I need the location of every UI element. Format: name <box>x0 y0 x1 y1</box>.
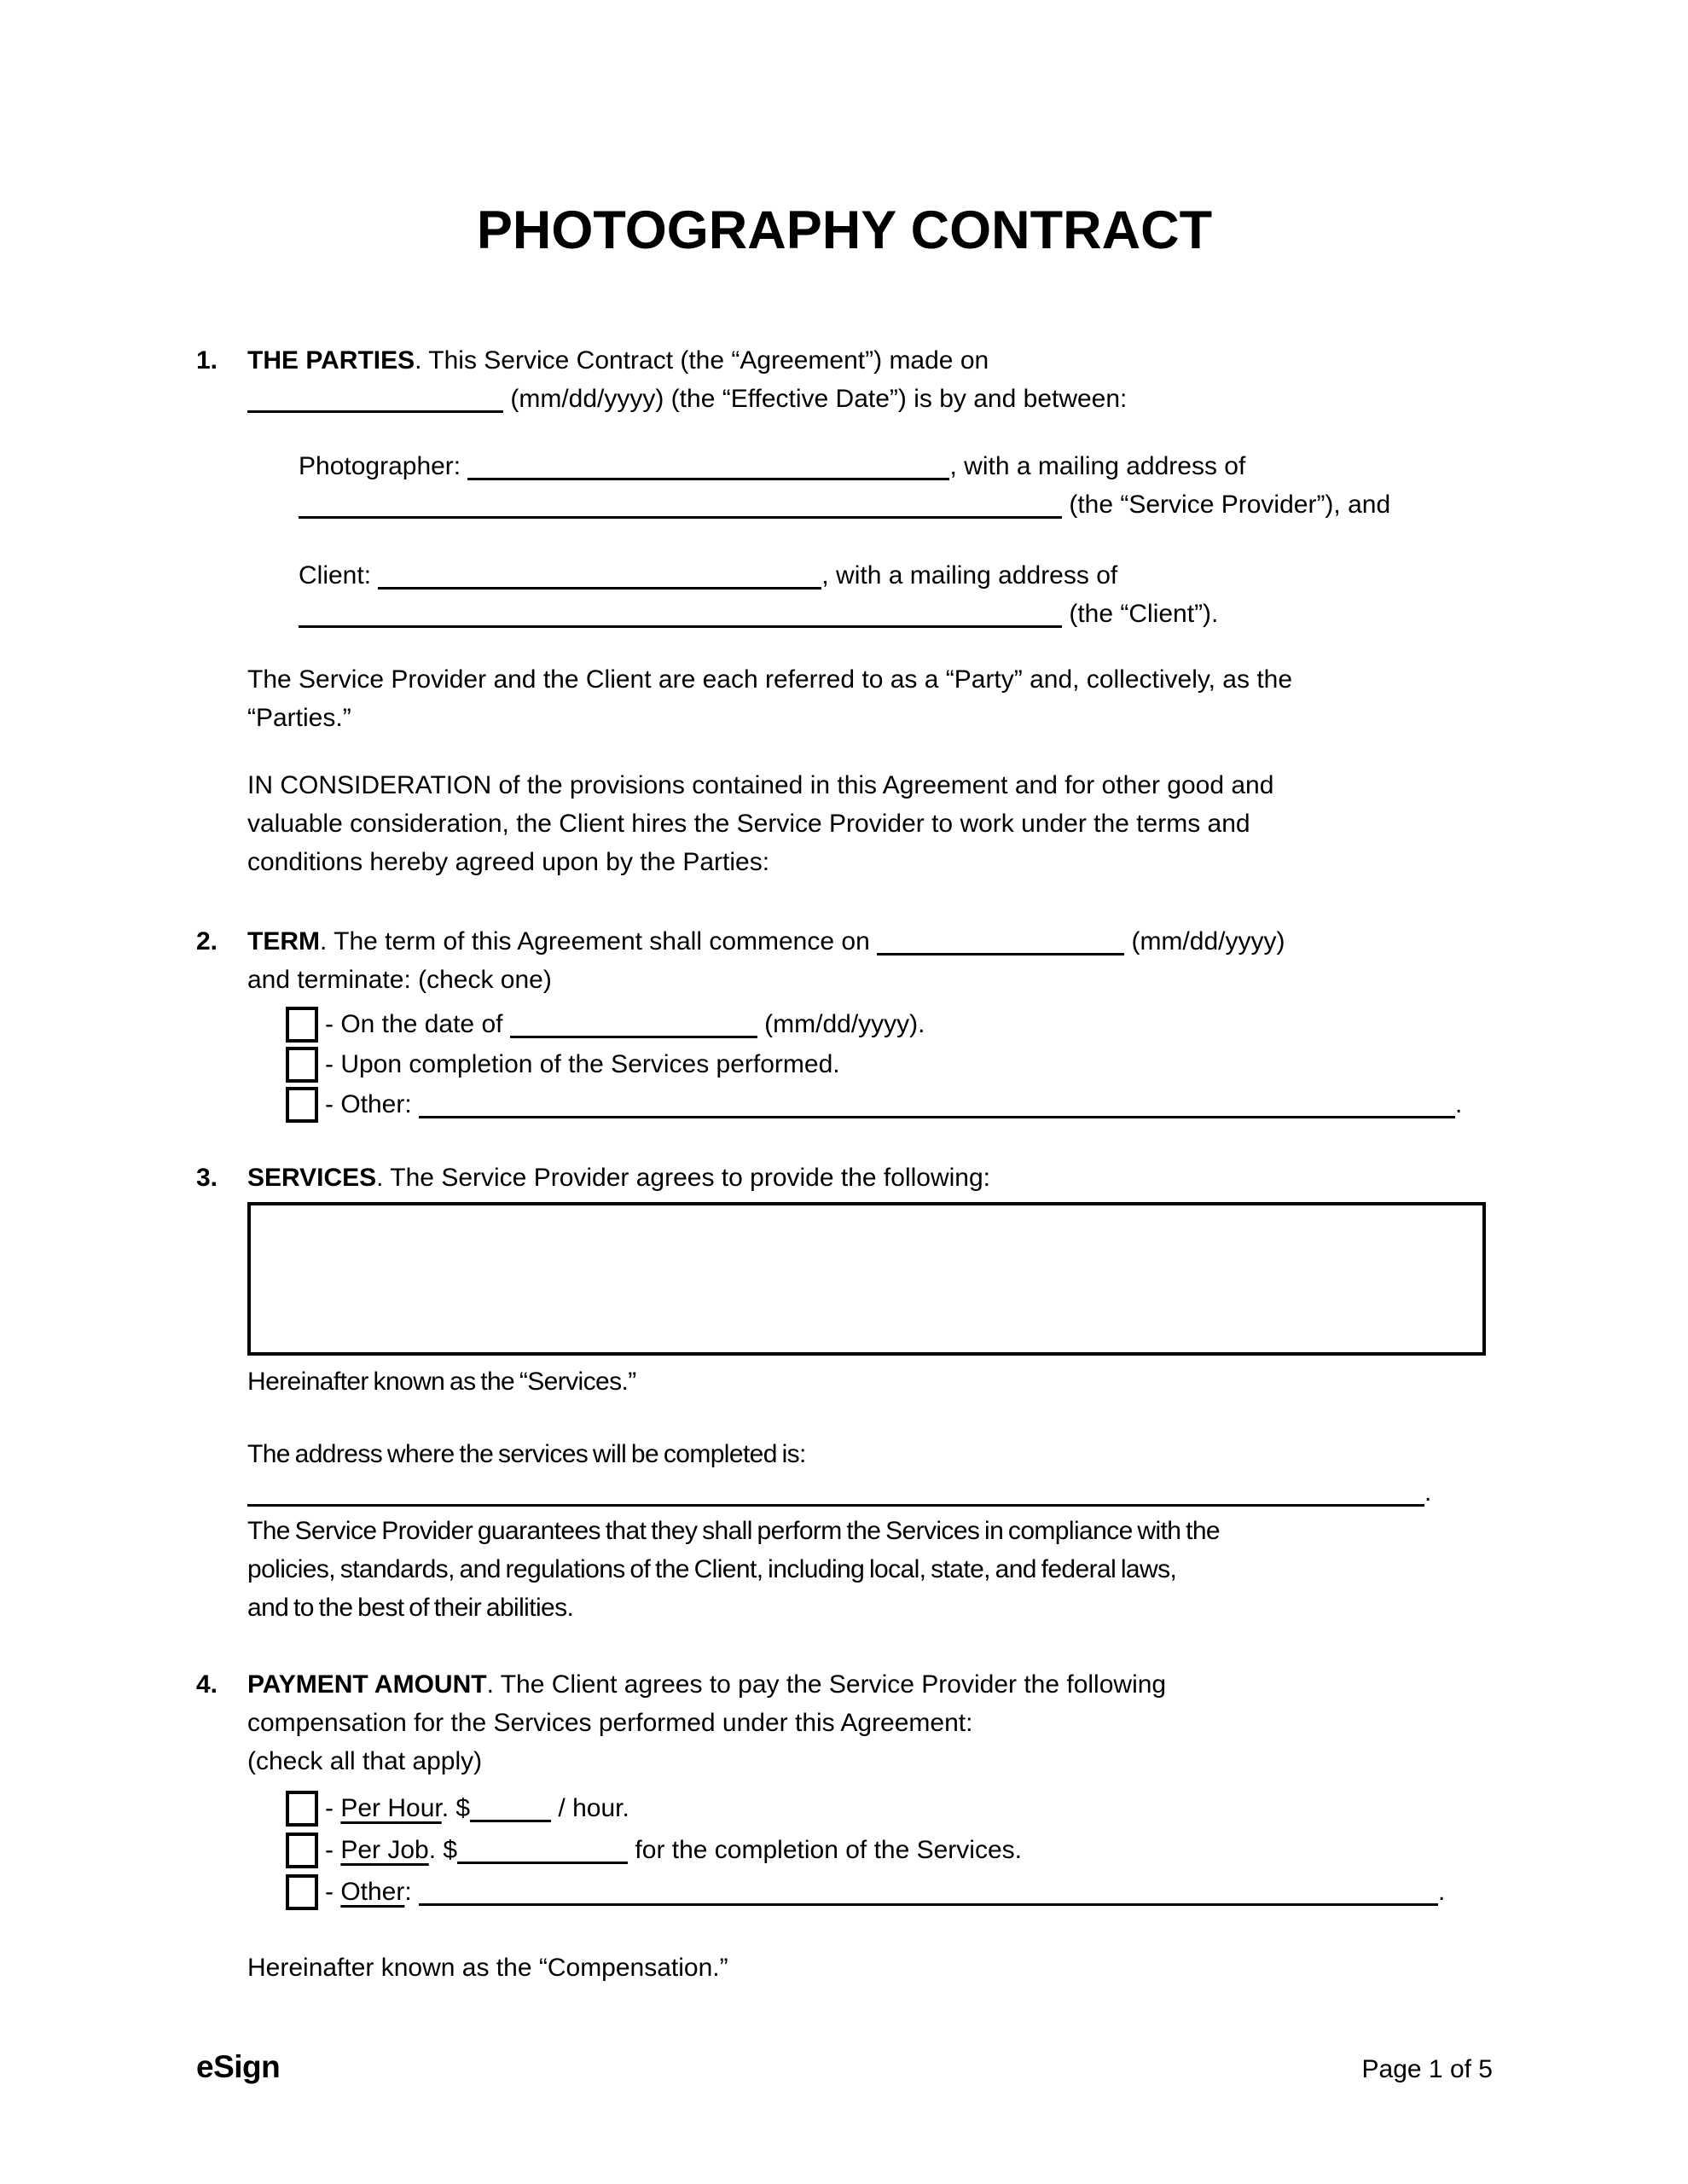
document-title: PHOTOGRAPHY CONTRACT <box>476 200 1213 260</box>
services-caption: Hereinafter known as the “Services.” <box>247 1368 636 1396</box>
section-term <box>196 922 1493 1124</box>
payment-option-per-hour: - Per Hour. $ / hour. <box>247 1787 1493 1829</box>
photographer-address-blank[interactable] <box>299 486 1062 519</box>
payment-other-checkbox[interactable] <box>286 1874 318 1910</box>
section-payment-amount <box>196 1665 1493 1987</box>
photographer-block: Photographer: , with a mailing address of (the “Service Provider”), and <box>247 447 1493 524</box>
effective-date-blank[interactable] <box>247 380 503 413</box>
payment-option-per-job: - Per Job. $ for the completion of the Services. <box>247 1829 1493 1871</box>
service-address-intro: The address where the services will be completed is: <box>247 1440 806 1468</box>
section-1-number: 1. <box>196 346 218 375</box>
term-date-checkbox[interactable] <box>286 1007 318 1043</box>
per-hour-label: Per Hour <box>340 1794 442 1822</box>
compensation-caption: Hereinafter known as the “Compensation.” <box>247 1954 728 1982</box>
term-option-other: - Other: . <box>247 1084 1493 1124</box>
per-job-amount-blank[interactable] <box>457 1832 628 1864</box>
term-options <box>247 1004 1493 1124</box>
client-block: Client: , with a mailing address of (the “Client”). <box>247 556 1493 633</box>
section-the-parties <box>196 341 1493 881</box>
services-description-box[interactable] <box>247 1202 1486 1356</box>
term-option-completion: - Upon completion of the Services performed. <box>247 1044 1493 1084</box>
term-start-date-blank[interactable] <box>877 923 1124 956</box>
term-completion-checkbox[interactable] <box>286 1047 318 1083</box>
payment-line-2: compensation for the Services performed under this Agreement: <box>247 1709 973 1737</box>
per-job-label: Per Job <box>340 1836 429 1864</box>
page-footer <box>196 2048 1493 2088</box>
term-line-1: TERM. The term of this Agreement shall commence on (mm/dd/yyyy) <box>247 922 1493 961</box>
service-address-line: . <box>247 1473 1493 1512</box>
guarantee-paragraph: The Service Provider guarantees that they shall perform the Services in compliance with the policies, standards, and regulations of the Client, including local, state, and federal laws, and to the best of their abilities. <box>247 1517 1220 1622</box>
payment-check-instruction: (check all that apply) <box>247 1747 483 1775</box>
payment-option-other: - Other: . <box>247 1871 1493 1913</box>
term-other-checkbox[interactable] <box>286 1087 318 1123</box>
client-label: Client: <box>299 561 372 590</box>
per-job-checkbox[interactable] <box>286 1833 318 1868</box>
client-address-blank[interactable] <box>299 595 1062 628</box>
section-4-heading: PAYMENT AMOUNT <box>247 1670 487 1699</box>
section-services <box>196 1159 1493 1627</box>
term-other-blank[interactable] <box>419 1086 1455 1118</box>
per-hour-checkbox[interactable] <box>286 1791 318 1827</box>
consideration-paragraph: IN CONSIDERATION of the provisions contained in this Agreement and for other good and valuable consideration, the Client hires the Service Provider to work under the terms and conditions hereby agreed upon by the Parties: <box>247 771 1274 876</box>
parties-intro-line-1: THE PARTIES. This Service Contract (the “Agreement”) made on <box>247 346 989 375</box>
parties-definition-paragraph: The Service Provider and the Client are each referred to as a “Party” and, collectively, as the “Parties.” <box>247 665 1293 732</box>
client-name-blank[interactable] <box>378 557 821 590</box>
payment-other-blank[interactable] <box>419 1873 1438 1906</box>
per-hour-rate-blank[interactable] <box>470 1790 551 1822</box>
section-3-heading: SERVICES <box>247 1164 377 1192</box>
page-number: Page 1 of 5 <box>1361 2055 1493 2083</box>
photographer-name-blank[interactable] <box>467 448 949 480</box>
services-line-1: SERVICES. The Service Provider agrees to provide the following: <box>247 1164 990 1192</box>
service-address-blank[interactable] <box>247 1474 1424 1507</box>
term-option-date: - On the date of (mm/dd/yyyy). <box>247 1004 1493 1044</box>
section-2-heading: TERM <box>247 927 320 956</box>
esign-logo: eSign <box>196 2049 281 2084</box>
section-4-number: 4. <box>196 1670 218 1699</box>
term-line-2: and terminate: (check one) <box>247 966 552 994</box>
payment-line-1: PAYMENT AMOUNT. The Client agrees to pay the Service Provider the following <box>247 1670 1167 1699</box>
section-2-number: 2. <box>196 927 218 956</box>
photographer-label: Photographer: <box>299 452 461 480</box>
section-1-heading: THE PARTIES <box>247 346 415 375</box>
payment-other-label: Other <box>340 1878 405 1906</box>
parties-intro-line-2: (mm/dd/yyyy) (the “Effective Date”) is by and between: <box>247 380 1493 418</box>
term-end-date-blank[interactable] <box>510 1006 757 1038</box>
section-3-number: 3. <box>196 1164 218 1192</box>
payment-options <box>247 1787 1493 1913</box>
